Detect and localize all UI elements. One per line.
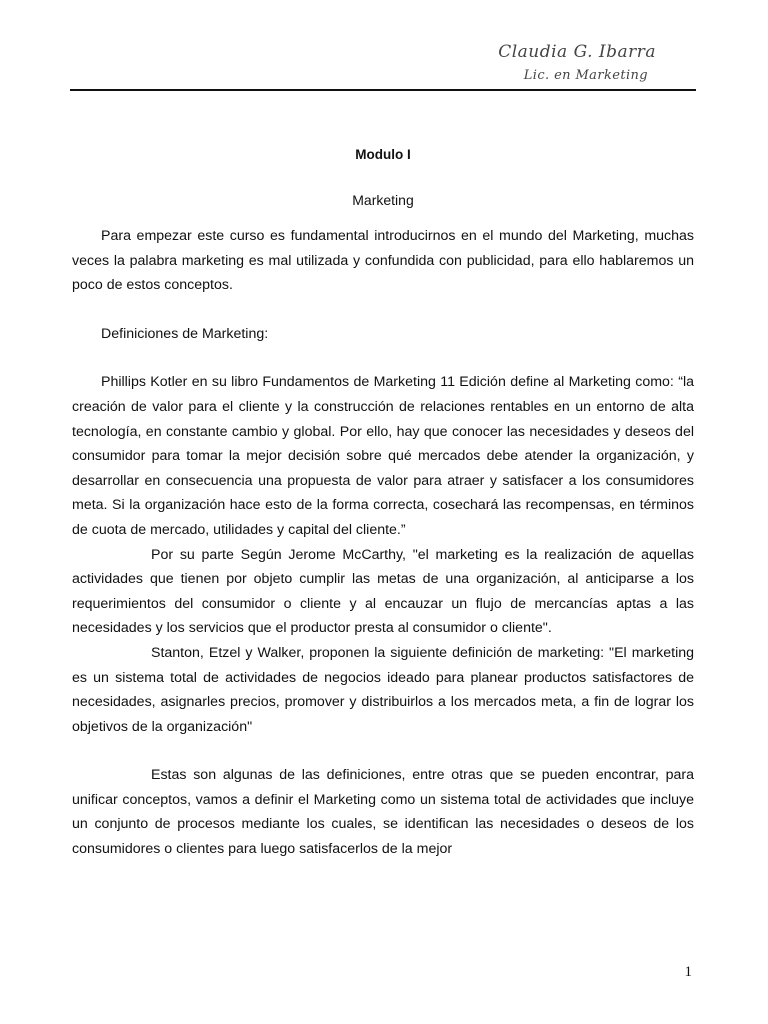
section-heading: Marketing [352,192,414,208]
page-number: 1 [684,964,692,980]
paragraph-stanton-definition: Stanton, Etzel y Walker, proponen la siguiente definición de marketing: "El marketing es un sistema total de actividades de negocios ideado para planear productos satisfactores de necesidades, asignarles precios, promover y distribuirlos a los mercados meta, a fin de lograr los objetivos de la organización" [72,644,694,735]
header-degree: Lic. en Marketing [523,68,648,83]
module-title: Modulo I [355,147,411,162]
document-body [72,140,694,862]
header-author: Claudia G. Ibarra [498,42,656,62]
paragraph-introduction: Para empezar este curso es fundamental introducirnos en el mundo del Marketing, muchas veces la palabra marketing es mal utilizada y confundida con publicidad, para ello hablaremos un poco de estos conceptos. [72,228,694,294]
paragraph-definitions-heading: Definiciones de Marketing: [101,325,269,342]
paragraph-unified-definition: Estas son algunas de las definiciones, entre otras que se pueden encontrar, para unificar conceptos, vamos a definir el Marketing como un sistema total de actividades que incluye un conjunto de procesos mediante los cuales, se identifican las necesidades o deseos de los consumidores o clientes para luego satisfacerlos de la mejor [72,767,694,858]
header-divider [70,89,696,91]
paragraph-mccarthy-definition: Por su parte Según Jerome McCarthy, "el marketing es la realización de aquellas actividades que tienen por objeto cumplir las metas de una organización, al anticiparse a los requerimientos del consumidor o cliente y al encauzar un flujo de mercancías aptas a las necesidades y los servicios que el productor presta al consumidor o cliente". [72,546,694,637]
paragraph-kotler-definition: Phillips Kotler en su libro Fundamentos de Marketing 11 Edición define al Marketing como: “la creación de valor para el cliente y la construcción de relaciones rentables en un entorno de alta tecnología, en constante cambio y global. Por ello, hay que conocer las necesidades y deseos del consumidor para tomar la mejor decisión sobre qué mercados debe atender la organización, y desarrollar en consecuencia una propuesta de valor para atraer y satisfacer a los consumidores meta. Si la organización hace esto de la forma correcta, cosechará las recompensas, en términos de cuota de mercado, utilidades y capital del cliente.” [72,374,694,538]
